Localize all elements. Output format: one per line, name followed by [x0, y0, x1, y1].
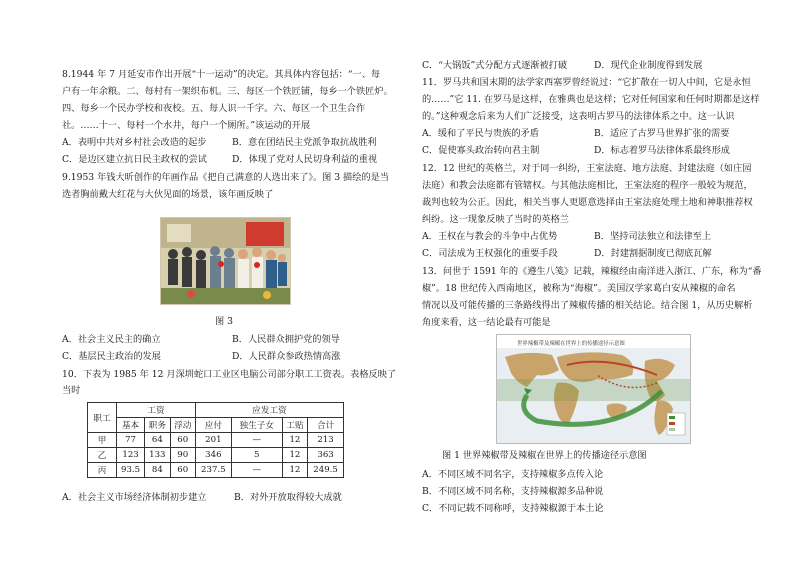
q9-option-a: A．社会主义民主的确立	[62, 334, 161, 345]
q12-line-2: 法庭）和教会法庭都有管辖权。与其他法庭相比，王室法庭的程序一般较为规范，	[422, 180, 753, 191]
q10-option-a: A．社会主义市场经济体制初步建立	[62, 492, 207, 503]
q11-option-d: D．标志着罗马法律体系最终形成	[594, 145, 730, 156]
q12-option-b: B．坚持司法独立和法律至上	[594, 231, 712, 242]
figure-1-caption: 图 1 世界辣椒带及辣椒在世界上的传播途径示意图	[442, 450, 647, 461]
painting-illustration	[161, 218, 290, 304]
q8-line-4: 社。……十一、每村一个水井，每户一个厕所。”该运动的开展	[62, 120, 311, 131]
q9-option-d: D．人民群众参政热情高涨	[232, 351, 341, 362]
figure-3-painting	[160, 217, 291, 305]
wage-table	[87, 402, 344, 478]
q13-line-3: 情况以及可能传播的三条路线得出了辣椒传播的相关结论。结合图 1，从历史解析	[422, 300, 753, 311]
q13-option-a: A．不同区域不同名字，支持辣椒多点传入论	[422, 469, 604, 480]
q8-option-a: A．表明中共对乡村社会改造的起步	[62, 137, 207, 148]
table-cell: 133	[145, 448, 170, 463]
q11-option-a: A．缓和了平民与贵族的矛盾	[422, 128, 539, 139]
q10-line-1: 10．下表为 1985 年 12 月深圳蛇口工业区电脑公司部分职工工资表。表格反映了	[62, 369, 397, 380]
table-header-worker: 职工	[88, 403, 117, 433]
table-subheader: 基本	[117, 418, 145, 433]
q9-line-1: 9.1953 年钱大昕创作的年画作品《把自己满意的人选出来了》。图 3 描绘的是当	[62, 172, 389, 183]
q9-option-b: B．人民群众拥护党的领导	[232, 334, 340, 345]
table-cell: 60	[170, 463, 195, 478]
map-title: 世界辣椒带及辣椒在世界上的传播途径示意图	[517, 341, 625, 347]
table-cell: 237.5	[195, 463, 231, 478]
table-cell: 346	[195, 448, 231, 463]
table-cell: 84	[145, 463, 170, 478]
q8-line-3: 四、每乡一个民办学校和夜校。五、每人识一千字。六、每区一个卫生合作	[62, 103, 366, 114]
table-cell: 5	[231, 448, 282, 463]
q9-option-c: C．基层民主政治的发展	[62, 351, 161, 362]
q10-line-2: 当时	[62, 385, 81, 396]
q12-line-4: 纠纷。这一现象反映了当时的英格兰	[422, 214, 569, 225]
q12-option-a: A．王权在与教会的斗争中占优势	[422, 231, 558, 242]
q10-option-c: C．“大锅饭”式分配方式逐渐被打破	[422, 60, 568, 71]
q8-option-b: B．意在团结民主党派争取抗战胜利	[232, 137, 377, 148]
q12-option-c: C．司法成为王权强化的重要手段	[422, 248, 558, 259]
table-cell: 213	[308, 433, 344, 448]
world-map-illustration	[497, 335, 690, 443]
q13-line-1: 13．问世于 1591 年的《遵生八笺》记载，辣椒经由南洋进入浙江、广东，称为“番	[422, 266, 762, 277]
table-cell: 丙	[88, 463, 117, 478]
table-header-payable: 应发工资	[195, 403, 343, 418]
table-cell: 249.5	[308, 463, 344, 478]
table-subheader: 独生子女	[231, 418, 282, 433]
table-cell: 甲	[88, 433, 117, 448]
table-cell: 64	[145, 433, 170, 448]
table-cell: 77	[117, 433, 145, 448]
q10-option-d: D．现代企业制度得到发展	[594, 60, 703, 71]
q13-line-4: 角度来看，这一结论最有可能是	[422, 317, 551, 328]
q11-line-2: 的……”它 11. 在罗马是这样，在雅典也是这样；它对任何国家和任何时期都是这样	[422, 94, 760, 105]
table-cell: —	[231, 463, 282, 478]
q12-line-1: 12．12 世纪的英格兰，对于同一纠纷，王室法庭、地方法庭、封建法庭（如庄园	[422, 163, 752, 174]
q8-line-1: 8.1944 年 7 月延安市作出开展“十一运动”的决定。其具体内容包括：“一、每	[62, 69, 381, 80]
q12-option-d: D．封建割据制度已彻底瓦解	[594, 248, 712, 259]
q11-line-1: 11．罗马共和国末期的法学家西塞罗曾经说过：“它扩散在一切人中间，它是永恒	[422, 77, 751, 88]
q11-line-3: 的。”这种观念后来为人们广泛接受，这表明古罗马的法律体系之中。这一认识	[422, 111, 735, 122]
q8-option-c: C．是边区建立抗日民主政权的尝试	[62, 154, 207, 165]
q8-line-2: 户有一年余粮。二、每村有一架织布机。三、每区一个铁匠铺，每乡一个铁匠炉。	[62, 86, 393, 97]
figure-3-caption: 图 3	[215, 316, 233, 327]
q13-line-2: 椒”。18 世纪传入西南地区，被称为“海椒”。美国汉学家葛白安从辣椒的命名	[422, 283, 736, 294]
q13-option-b: B．不同区域不同名称，支持辣椒源多品种说	[422, 486, 604, 497]
table-header-wage: 工资	[117, 403, 196, 418]
q13-option-c: C．不同记载不同称呼，支持辣椒源于本土论	[422, 503, 604, 514]
table-cell: 60	[170, 433, 195, 448]
table-cell: 363	[308, 448, 344, 463]
chili-spread-map	[496, 334, 691, 444]
table-cell: 90	[170, 448, 195, 463]
table-row	[88, 448, 344, 463]
q10-option-b: B．对外开放取得较大成就	[234, 492, 342, 503]
table-row	[88, 433, 344, 448]
q12-line-3: 裁判也较为公正。因此，相关当事人更愿意选择由王室法庭处理土地和神职推荐权	[422, 197, 753, 208]
table-cell: 乙	[88, 448, 117, 463]
table-cell: —	[231, 433, 282, 448]
table-cell: 93.5	[117, 463, 145, 478]
table-cell: 123	[117, 448, 145, 463]
table-subheader: 工贴	[282, 418, 307, 433]
table-subheader: 职务	[145, 418, 170, 433]
table-subheader: 应付	[195, 418, 231, 433]
table-subheader: 浮动	[170, 418, 195, 433]
table-cell: 201	[195, 433, 231, 448]
table-subheader: 合计	[308, 418, 344, 433]
q8-option-d: D．体现了党对人民切身利益的重视	[232, 154, 378, 165]
q11-option-b: B．适应了古罗马世界扩张的需要	[594, 128, 730, 139]
q9-line-2: 选者胸前戴大红花与大伙见面的场景，该年画反映了	[62, 189, 274, 200]
q11-option-c: C．促使寡头政治转向君主制	[422, 145, 540, 156]
table-cell: 12	[282, 448, 307, 463]
table-cell: 12	[282, 433, 307, 448]
table-cell: 12	[282, 463, 307, 478]
table-row	[88, 463, 344, 478]
